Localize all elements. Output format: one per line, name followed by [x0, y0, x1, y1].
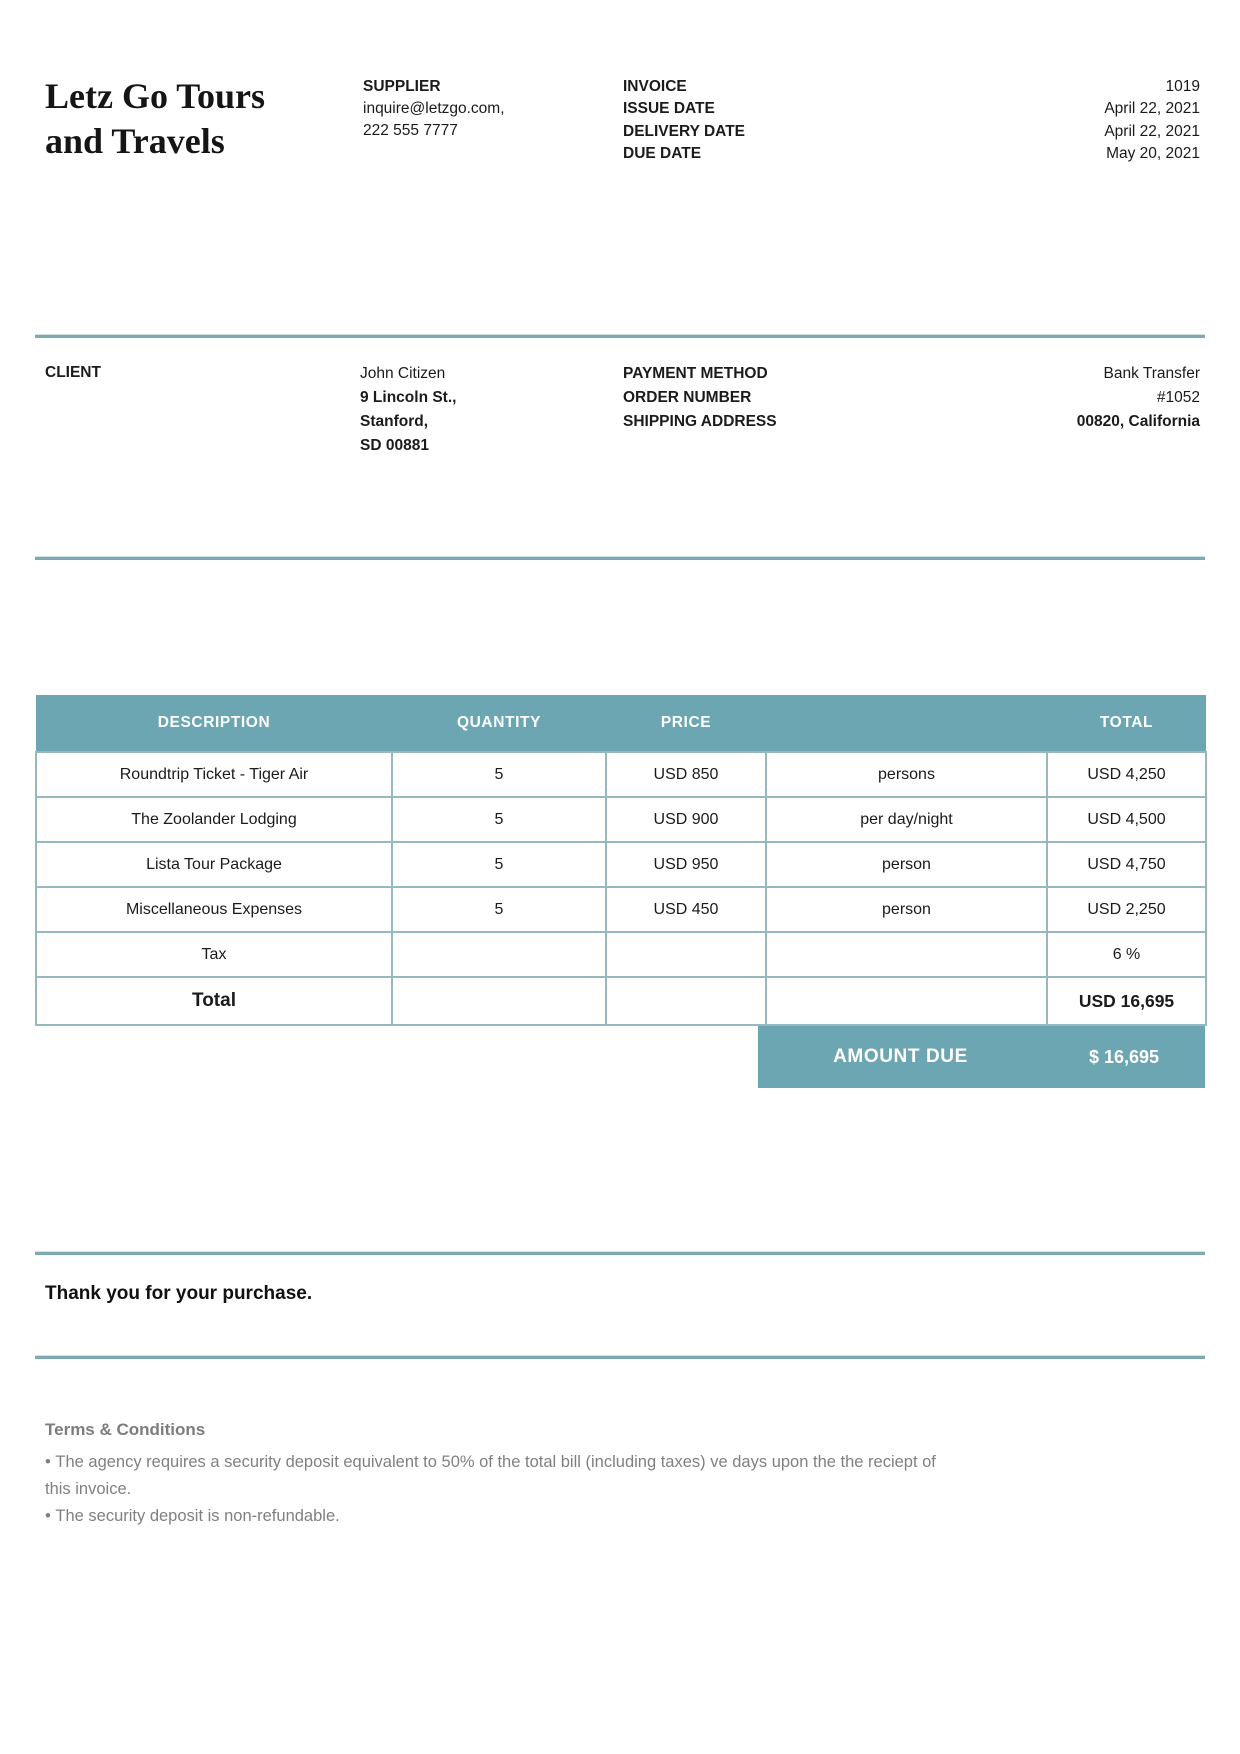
total-label: Total: [36, 977, 392, 1025]
supplier-block: [363, 76, 603, 142]
item-description: Lista Tour Package: [36, 842, 392, 887]
item-description: The Zoolander Lodging: [36, 797, 392, 842]
terms-section: [45, 1416, 965, 1530]
empty-cell: [392, 977, 606, 1025]
empty-cell: [766, 977, 1047, 1025]
amount-due-label: AMOUNT DUE: [833, 1046, 968, 1067]
payment-method-label: PAYMENT METHOD: [623, 365, 768, 382]
invoice-meta-row: [623, 76, 1200, 98]
terms-title: Terms & Conditions: [45, 1420, 206, 1439]
table-row: [36, 887, 1206, 932]
tax-value: 6 %: [1047, 932, 1206, 977]
item-quantity: 5: [392, 797, 606, 842]
invoice-meta-block: [623, 76, 1200, 165]
client-label: CLIENT: [45, 364, 101, 381]
client-meta-row: [623, 386, 1200, 410]
item-description: Roundtrip Ticket - Tiger Air: [36, 752, 392, 797]
empty-cell: [766, 932, 1047, 977]
client-meta-row: [623, 362, 1200, 386]
amount-due-value: $ 16,695: [1088, 1046, 1160, 1067]
section-divider: [35, 1355, 1205, 1359]
total-row: [36, 977, 1206, 1025]
section-divider: [35, 334, 1205, 338]
company-name-line1: Letz Go Tours: [45, 76, 266, 116]
shipping-address-value: 00820, California: [1076, 413, 1200, 430]
item-quantity: 5: [392, 887, 606, 932]
item-unit: person: [766, 842, 1047, 887]
col-header-description: DESCRIPTION: [36, 695, 392, 752]
item-price: USD 950: [606, 842, 766, 887]
order-number-label: ORDER NUMBER: [623, 389, 752, 406]
empty-cell: [606, 932, 766, 977]
item-total: USD 2,250: [1047, 887, 1206, 932]
shipping-address-label: SHIPPING ADDRESS: [623, 413, 777, 430]
total-value: USD 16,695: [1047, 977, 1206, 1025]
invoice-meta-row: [623, 98, 1200, 120]
table-row: [36, 842, 1206, 887]
client-meta-row: [623, 410, 1200, 434]
col-header-price: PRICE: [606, 695, 766, 752]
col-header-quantity: QUANTITY: [392, 695, 606, 752]
delivery-date-value: April 22, 2021: [1104, 122, 1200, 140]
thank-you-message: Thank you for your purchase.: [45, 1283, 313, 1304]
item-quantity: 5: [392, 752, 606, 797]
item-price: USD 850: [606, 752, 766, 797]
item-price: USD 900: [606, 797, 766, 842]
due-date-label: DUE DATE: [623, 144, 702, 162]
company-name: [45, 74, 265, 164]
terms-item: • The security deposit is non-refundable.: [45, 1503, 965, 1530]
item-unit: person: [766, 887, 1047, 932]
supplier-email: inquire@letzgo.com,: [363, 100, 505, 117]
item-unit: persons: [766, 752, 1047, 797]
invoice-meta-row: [623, 121, 1200, 143]
col-header-unit: [766, 695, 1047, 752]
table-header-row: [36, 695, 1206, 752]
client-info-block: [360, 362, 600, 458]
terms-item: • The agency requires a security deposit equivalent to 50% of the total bill (including taxes) ve days upon the the reciept of this invoice.: [45, 1449, 965, 1503]
table-row: [36, 752, 1206, 797]
empty-cell: [392, 932, 606, 977]
section-divider: [35, 1251, 1205, 1255]
company-name-line2: and Travels: [45, 121, 225, 161]
item-unit: per day/night: [766, 797, 1047, 842]
invoice-number: 1019: [1165, 78, 1200, 95]
delivery-date-label: DELIVERY DATE: [623, 122, 746, 140]
client-address-line: Stanford,: [360, 413, 429, 430]
item-quantity: 5: [392, 842, 606, 887]
amount-due-banner: [758, 1026, 1205, 1088]
client-meta-block: [623, 362, 1200, 434]
issue-date-label: ISSUE DATE: [623, 100, 715, 118]
supplier-phone: 222 555 7777: [363, 122, 458, 139]
items-table-section: [35, 695, 1205, 1088]
client-address-line: 9 Lincoln St.,: [360, 389, 457, 406]
items-table: [35, 695, 1207, 1026]
item-total: USD 4,250: [1047, 752, 1206, 797]
tax-row: [36, 932, 1206, 977]
issue-date-value: April 22, 2021: [1104, 100, 1200, 118]
item-price: USD 450: [606, 887, 766, 932]
item-description: Miscellaneous Expenses: [36, 887, 392, 932]
terms-list: [45, 1449, 965, 1530]
tax-label: Tax: [36, 932, 392, 977]
order-number-value: #1052: [1156, 389, 1200, 406]
invoice-meta-row: [623, 143, 1200, 165]
invoice-label: INVOICE: [623, 78, 687, 95]
col-header-total: TOTAL: [1047, 695, 1206, 752]
due-date-value: May 20, 2021: [1106, 144, 1200, 162]
table-row: [36, 797, 1206, 842]
supplier-label: SUPPLIER: [363, 78, 441, 95]
client-name: John Citizen: [360, 365, 446, 382]
client-address-line: SD 00881: [360, 437, 429, 454]
section-divider: [35, 556, 1205, 560]
payment-method-value: Bank Transfer: [1103, 365, 1200, 382]
item-total: USD 4,500: [1047, 797, 1206, 842]
item-total: USD 4,750: [1047, 842, 1206, 887]
empty-cell: [606, 977, 766, 1025]
